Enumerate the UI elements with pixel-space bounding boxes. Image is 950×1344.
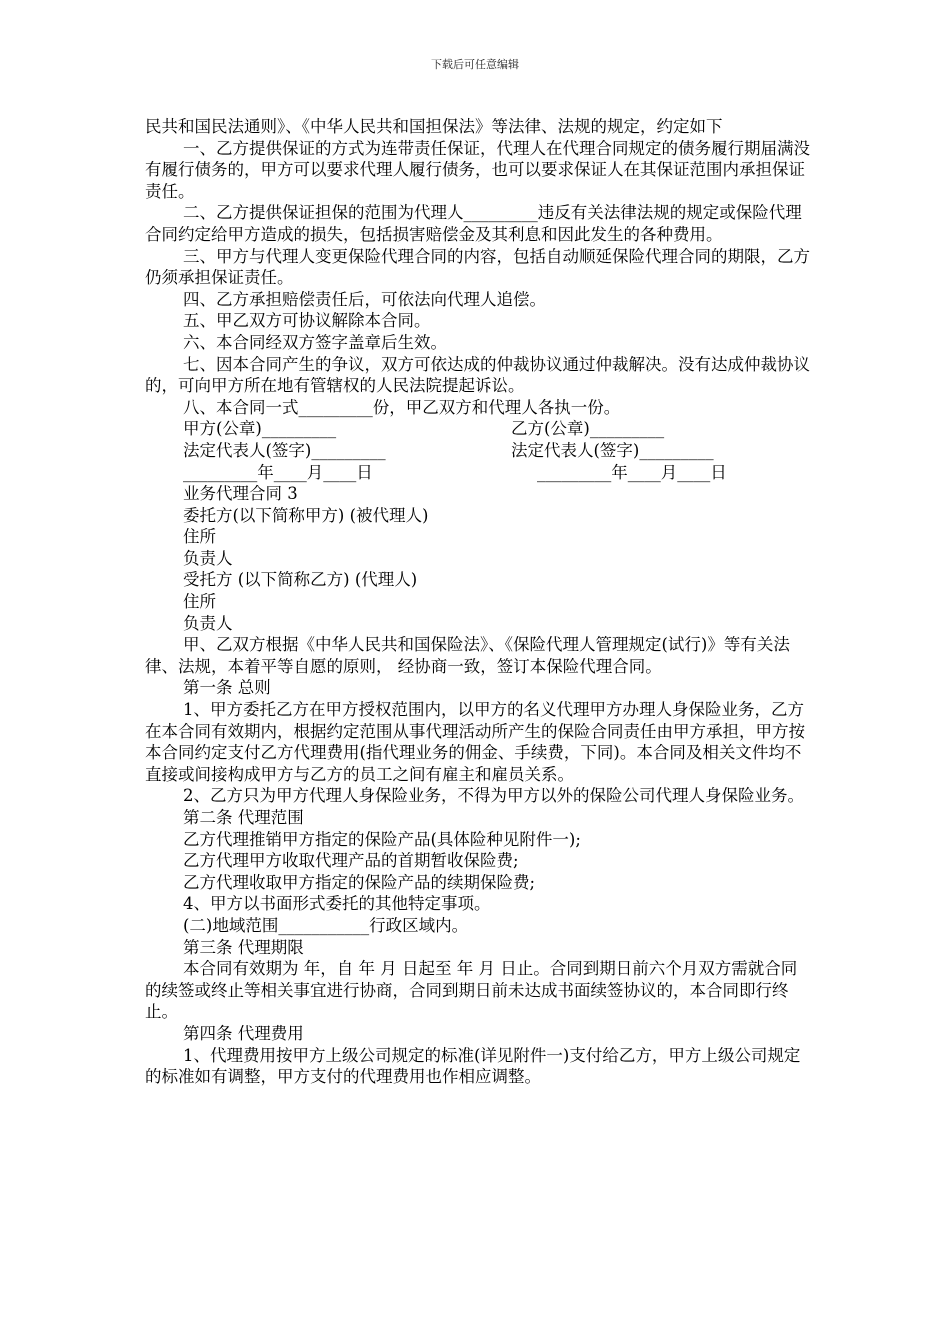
principal-responsible: 负责人 <box>183 548 233 568</box>
document-body <box>145 116 810 1088</box>
signature-date-row <box>145 462 810 484</box>
party-b-representative: 法定代表人(签字)_________ <box>511 440 714 460</box>
article-3-body: 本合同有效期为 年，自 年 月 日起至 年 月 日止。合同到期日前六个月双方需就合同的续签或终止等相关事宜进行协商，合同到期日前未达成书面续签协议的，本合同即行终止。 <box>145 959 798 1022</box>
agent-responsible: 负责人 <box>183 613 233 633</box>
party-a-representative: 法定代表人(签字)_________ <box>183 440 386 460</box>
article-1-item-1: 1、甲方委托乙方在甲方授权范围内，以甲方的名义代理甲方办理人身保险业务，乙方在本合同有效期内，根据约定范围从事代理活动所产生的保险合同责任由甲方承担，甲方按本合同约定支付乙方代理费用(指代理业务的佣金、手续费，下同)。本合同及相关文件均不直接或间接构成甲方与乙方的员工之间有雇主和雇员关系。 <box>145 700 805 784</box>
article-2-item-4: 4、甲方以书面形式委托的其他特定事项。 <box>183 894 491 914</box>
party-b-date: _________年____月____日 <box>537 462 727 482</box>
page-header: 下载后可任意编辑 <box>431 58 519 71</box>
clause-5: 五、甲乙双方可协议解除本合同。 <box>183 311 431 331</box>
agent-line: 受托方 (以下简称乙方) (代理人) <box>183 570 418 590</box>
article-2-item-2: 乙方代理甲方收取代理产品的首期暂收保险费; <box>183 851 519 871</box>
party-a-seal: 甲方(公章)_________ <box>183 419 337 439</box>
signature-rep-row <box>145 440 810 462</box>
article-4-item-1: 1、代理费用按甲方上级公司规定的标准(详见附件一)支付给乙方，甲方上级公司规定的标准如有调整，甲方支付的代理费用也作相应调整。 <box>145 1045 801 1087</box>
clause-4: 四、乙方承担赔偿责任后，可依法向代理人追偿。 <box>183 289 546 309</box>
article-2-region: (二)地域范围___________行政区域内。 <box>183 915 469 935</box>
article-3-heading: 第三条 代理期限 <box>183 937 304 957</box>
clause-2: 二、乙方提供保证担保的范围为代理人_________违反有关法律法规的规定或保险代理合同约定给甲方造成的损失，包括损害赔偿金及其利息和因此发生的各种费用。 <box>145 203 802 244</box>
clause-7: 七、因本合同产生的争议，双方可依达成的仲裁协议通过仲裁解决。没有达成仲裁协议的，可向甲方所在地有管辖权的人民法院提起诉讼。 <box>145 354 810 396</box>
contract-preamble: 甲、乙双方根据《中华人民共和国保险法》、《保险代理人管理规定(试行)》等有关法律、法规，本着平等自愿的原则， 经协商一致，签订本保险代理合同。 <box>145 635 790 676</box>
party-a-date: _________年____月____日 <box>183 462 373 482</box>
article-2-item-1: 乙方代理推销甲方指定的保险产品(具体险种见附件一); <box>183 829 581 849</box>
clause-6: 六、本合同经双方签字盖章后生效。 <box>183 332 447 352</box>
contract-title: 业务代理合同 3 <box>183 484 298 504</box>
principal-address: 住所 <box>183 527 216 547</box>
clause-8: 八、本合同一式_________份，甲乙双方和代理人各执一份。 <box>183 397 621 417</box>
clause-1: 一、乙方提供保证的方式为连带责任保证，代理人在代理合同规定的债务履行期届满没有履行债务的，甲方可以要求代理人履行债务，也可以要求保证人在其保证范围内承担保证责任。 <box>145 138 810 201</box>
clause-3: 三、甲方与代理人变更保险代理合同的内容，包括自动顺延保险代理合同的期限，乙方仍须承担保证责任。 <box>145 246 810 288</box>
article-2-item-3: 乙方代理收取甲方指定的保险产品的续期保险费; <box>183 872 536 892</box>
paragraph-intro-tail: 民共和国民法通则》、《中华人民共和国担保法》等法律、法规的规定，约定如下 <box>145 117 723 136</box>
article-4-heading: 第四条 代理费用 <box>183 1023 304 1043</box>
party-b-seal: 乙方(公章)_________ <box>511 419 665 439</box>
article-1-heading: 第一条 总则 <box>183 678 271 698</box>
article-1-item-2: 2、乙方只为甲方代理人身保险业务，不得为甲方以外的保险公司代理人身保险业务。 <box>183 786 804 806</box>
signature-seal-row <box>145 418 810 440</box>
principal-line: 委托方(以下简称甲方) (被代理人) <box>183 505 429 525</box>
agent-address: 住所 <box>183 592 216 612</box>
article-2-heading: 第二条 代理范围 <box>183 808 304 827</box>
